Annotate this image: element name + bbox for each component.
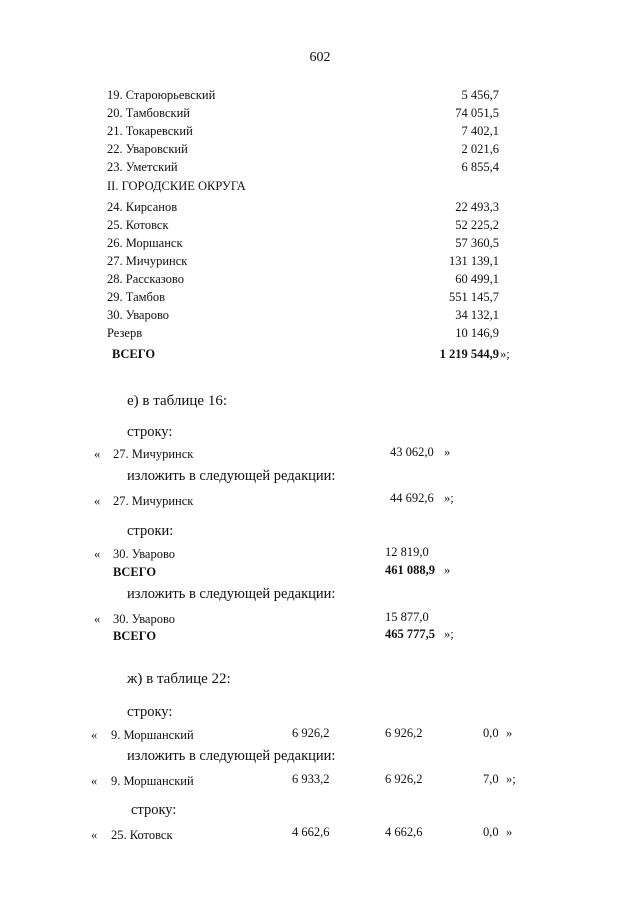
- district-name: 20. Тамбовский: [107, 106, 190, 120]
- value-1: 4 662,6: [292, 825, 330, 839]
- district-value: 22 493,3: [455, 200, 499, 214]
- total-label: ВСЕГО: [112, 347, 156, 361]
- close-quote: »;: [444, 491, 454, 505]
- district-name: 23. Уметский: [107, 160, 178, 174]
- close-quote: »;: [506, 772, 516, 786]
- value-3: 0,0: [483, 825, 499, 839]
- open-quote: «: [91, 828, 98, 842]
- district-name: 21. Токаревский: [107, 124, 193, 138]
- district-value: 551 145,7: [449, 290, 499, 304]
- close-quote: »;: [444, 627, 454, 641]
- table-row: [0, 236, 640, 254]
- open-quote: «: [94, 494, 101, 508]
- table-row: [0, 218, 640, 236]
- row-label: строку:: [131, 802, 177, 818]
- district-value: 5 456,7: [461, 88, 499, 102]
- district-value: 57 360,5: [455, 236, 499, 250]
- total-label: ВСЕГО: [113, 629, 157, 643]
- edit-label: изложить в следующей редакции:: [127, 748, 336, 764]
- value-3: 0,0: [483, 726, 499, 740]
- value-2: 6 926,2: [385, 772, 423, 786]
- district-value: 15 877,0: [385, 610, 429, 624]
- district-value: 60 499,1: [455, 272, 499, 286]
- close-quote: »: [444, 563, 451, 577]
- district-value: 74 051,5: [455, 106, 499, 120]
- edit-label: изложить в следующей редакции:: [127, 468, 336, 484]
- district-name: 19. Староюрьевский: [107, 88, 216, 102]
- row-label: строку:: [127, 704, 173, 720]
- open-quote: «: [94, 447, 101, 461]
- close-quote: »: [444, 445, 451, 459]
- district-name: 27. Мичуринск: [113, 494, 194, 508]
- district-name: 25. Котовск: [107, 218, 169, 232]
- table-row: [0, 254, 640, 272]
- value-3: 7,0: [483, 772, 499, 786]
- open-quote: «: [94, 612, 101, 626]
- page-number: 602: [309, 50, 331, 65]
- table-row: [0, 326, 640, 344]
- table-row: [0, 142, 640, 160]
- district-name: 30. Уварово: [107, 308, 170, 322]
- district-name: 30. Уварово: [113, 612, 176, 626]
- table-row: [0, 160, 640, 178]
- table-row: [0, 308, 640, 326]
- district-name: 25. Котовск: [111, 828, 173, 842]
- district-value: 44 692,6: [390, 491, 434, 505]
- district-name: 28. Рассказово: [107, 272, 184, 286]
- total-label: ВСЕГО: [113, 565, 157, 579]
- district-name: 29. Тамбов: [107, 290, 166, 304]
- district-name: 22. Уваровский: [107, 142, 188, 156]
- rows-label: строки:: [127, 523, 174, 539]
- row-label: строку:: [127, 424, 173, 440]
- value-2: 4 662,6: [385, 825, 423, 839]
- district-value: 43 062,0: [390, 445, 434, 459]
- district-name: 26. Моршанск: [107, 236, 183, 250]
- value-1: 6 933,2: [292, 772, 330, 786]
- value-2: 6 926,2: [385, 726, 423, 740]
- section-heading: II. ГОРОДСКИЕ ОКРУГА: [107, 179, 246, 193]
- table-row: [0, 124, 640, 142]
- district-name: 30. Уварово: [113, 547, 176, 561]
- district-value: 6 855,4: [461, 160, 499, 174]
- closing-quote: »;: [500, 347, 510, 361]
- district-name: 9. Моршанский: [111, 728, 194, 742]
- open-quote: «: [94, 547, 101, 561]
- close-quote: »: [506, 726, 513, 740]
- section-zh-heading: ж) в таблице 22:: [127, 671, 231, 687]
- district-name: 24. Кирсанов: [107, 200, 178, 214]
- close-quote: »: [506, 825, 513, 839]
- district-name: 9. Моршанский: [111, 774, 194, 788]
- table-row: [0, 272, 640, 290]
- table-row: [0, 200, 640, 218]
- district-name: 27. Мичуринск: [107, 254, 188, 268]
- district-value: 12 819,0: [385, 545, 429, 559]
- section-heading-row: [0, 179, 640, 197]
- table-row: [0, 88, 640, 106]
- district-value: 34 132,1: [455, 308, 499, 322]
- total-value: 461 088,9: [385, 563, 435, 577]
- total-row: [0, 347, 640, 365]
- open-quote: «: [91, 728, 98, 742]
- district-value: 131 139,1: [449, 254, 499, 268]
- open-quote: «: [91, 774, 98, 788]
- edit-label: изложить в следующей редакции:: [127, 586, 336, 602]
- district-value: 7 402,1: [461, 124, 499, 138]
- table-row: [0, 290, 640, 308]
- section-e-heading: е) в таблице 16:: [127, 393, 228, 409]
- district-value: 2 021,6: [461, 142, 499, 156]
- total-value: 1 219 544,9: [439, 347, 499, 361]
- reserve-value: 10 146,9: [455, 326, 499, 340]
- reserve-name: Резерв: [107, 326, 143, 340]
- value-1: 6 926,2: [292, 726, 330, 740]
- table-row: [0, 106, 640, 124]
- total-value: 465 777,5: [385, 627, 435, 641]
- district-value: 52 225,2: [455, 218, 499, 232]
- district-name: 27. Мичуринск: [113, 447, 194, 461]
